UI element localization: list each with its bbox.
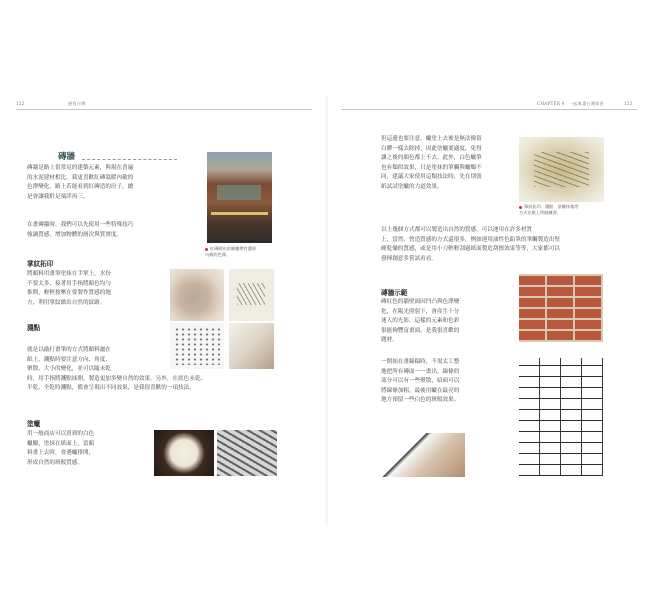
wax-caution-paragraph: 但這邊也要注意，蠟塗上去後是無法像留 白膠一樣去除掉，因此塗蠟要適度，免得 讓之後的顏色都上不去。此外，白色蠟筆 也有類似效果，只是塗抹的筆觸與蠟燭不 同，建議大家使用這類技法時，先在別張 紙試試塗蠟的力道效果。: [381, 136, 482, 190]
brick-demo-title: 磚牆示範: [381, 289, 408, 297]
texture-practice-sample: [519, 137, 604, 202]
candle-photo: [154, 430, 214, 476]
brick-line-drawing: [519, 358, 603, 476]
right-page: [337, 96, 643, 526]
wax-resist-sample: [217, 430, 277, 476]
intro-paragraph-1: 磚牆是路上很常見的建築元素，與現在普遍 的水泥建材相比，我更喜歡紅磚溫暖內斂的 色澤變化，路上若能看到紅磚造的房子，總 是會讓我駐足端詳再三。: [27, 165, 134, 200]
technique-title-splatter: 濺點: [27, 324, 41, 332]
practice-caption-text: 筆紋拓印、濺點、塗蠟抹塊等 方式在紙上所做練習。: [519, 204, 579, 215]
section-title: 磚牆: [58, 152, 76, 162]
right-header-rule: [341, 109, 637, 110]
book-spine: [326, 96, 328, 526]
technique-title-wax: 塗蠟: [27, 420, 41, 428]
intro-paragraph-2: 在畫磚牆時，我們可以先使用一些特殊技巧 強調質感，增加物體的層次與質實度。: [27, 222, 134, 238]
brick-demo-text: 磚紅色的牆壁面因凹凸與色澤變 化，在陽光照射下，會產生十分 迷人的光影，這樣的元素和色彩 很能夠豐富畫面，是我很喜歡的 題材。: [381, 299, 460, 344]
right-page-number: 123: [624, 101, 633, 106]
title-underline: [82, 159, 177, 160]
technique-text-wax: 用一般商店可以買到的白色 蠟燭，塗抹在紙面上，當顏 料畫上去時，會遇蠟排開， 形成自然的斑駁質感。: [27, 431, 95, 466]
palm-print-sample: [229, 269, 274, 321]
brick-arcade-photo: [207, 152, 272, 243]
photo-caption: [205, 246, 285, 258]
palm-print-photo: [170, 269, 224, 321]
left-running-head: 速寫台灣: [68, 101, 86, 106]
photo-caption-text: 紅磚砌出的騎樓帶有濃厚 內斂的色澤。: [205, 246, 257, 257]
left-page-number: 122: [16, 101, 25, 106]
brick-sketch-text: 一開始在畫線稿時，不需太工整 地把所有磚面一一畫出，線條的 部分可以有一些聚散，暗面可以 將線條加粗，最後用蠟在最亮的 地方預留一些白色的斑駁效果。: [381, 359, 460, 404]
technique-text-palm-print: 將顏料用畫筆塗抹在手掌上，水份 不要太多，接著用手指將顏色均勻 推開，輕輕按壓在要製作質感的地 方，利用掌紋做出自然的紋路。: [27, 271, 111, 306]
left-page: [12, 96, 318, 526]
brick-wall-photo: [519, 274, 603, 342]
drawing-hand-photo: [381, 433, 465, 477]
technique-text-splatter: 就是以敲打畫筆的方式將顏料灑在 紙上，濺點時要注意方向、角度、 聚散、大小的變化，並可以隨未乾 時，用手指將濺點抹開，製造更加多變自然的效果。另外，在底色未乾、 半乾、全乾時濺點，都會呈現出不同效果，是我很喜歡的一項技法。: [27, 347, 207, 392]
left-header-rule: [16, 109, 312, 110]
technique-title-palm-print: 掌紋拓印: [27, 260, 54, 268]
summary-paragraph: 以上幾個方式都可以製造出自然的質感，可以運用在許多材質 上，當然，營造質感的方式還很多，例如運用油性色鉛筆的筆觸製造出堅 硬乾燥的質感，或是用小刀輕輕刮過紙面製造刮擦效果等等，大家都可以 發揮創意多嘗試看看。: [381, 227, 561, 262]
practice-caption: [519, 204, 611, 216]
right-running-head: CHAPTER 4 一起來畫台灣街景: [537, 101, 604, 106]
